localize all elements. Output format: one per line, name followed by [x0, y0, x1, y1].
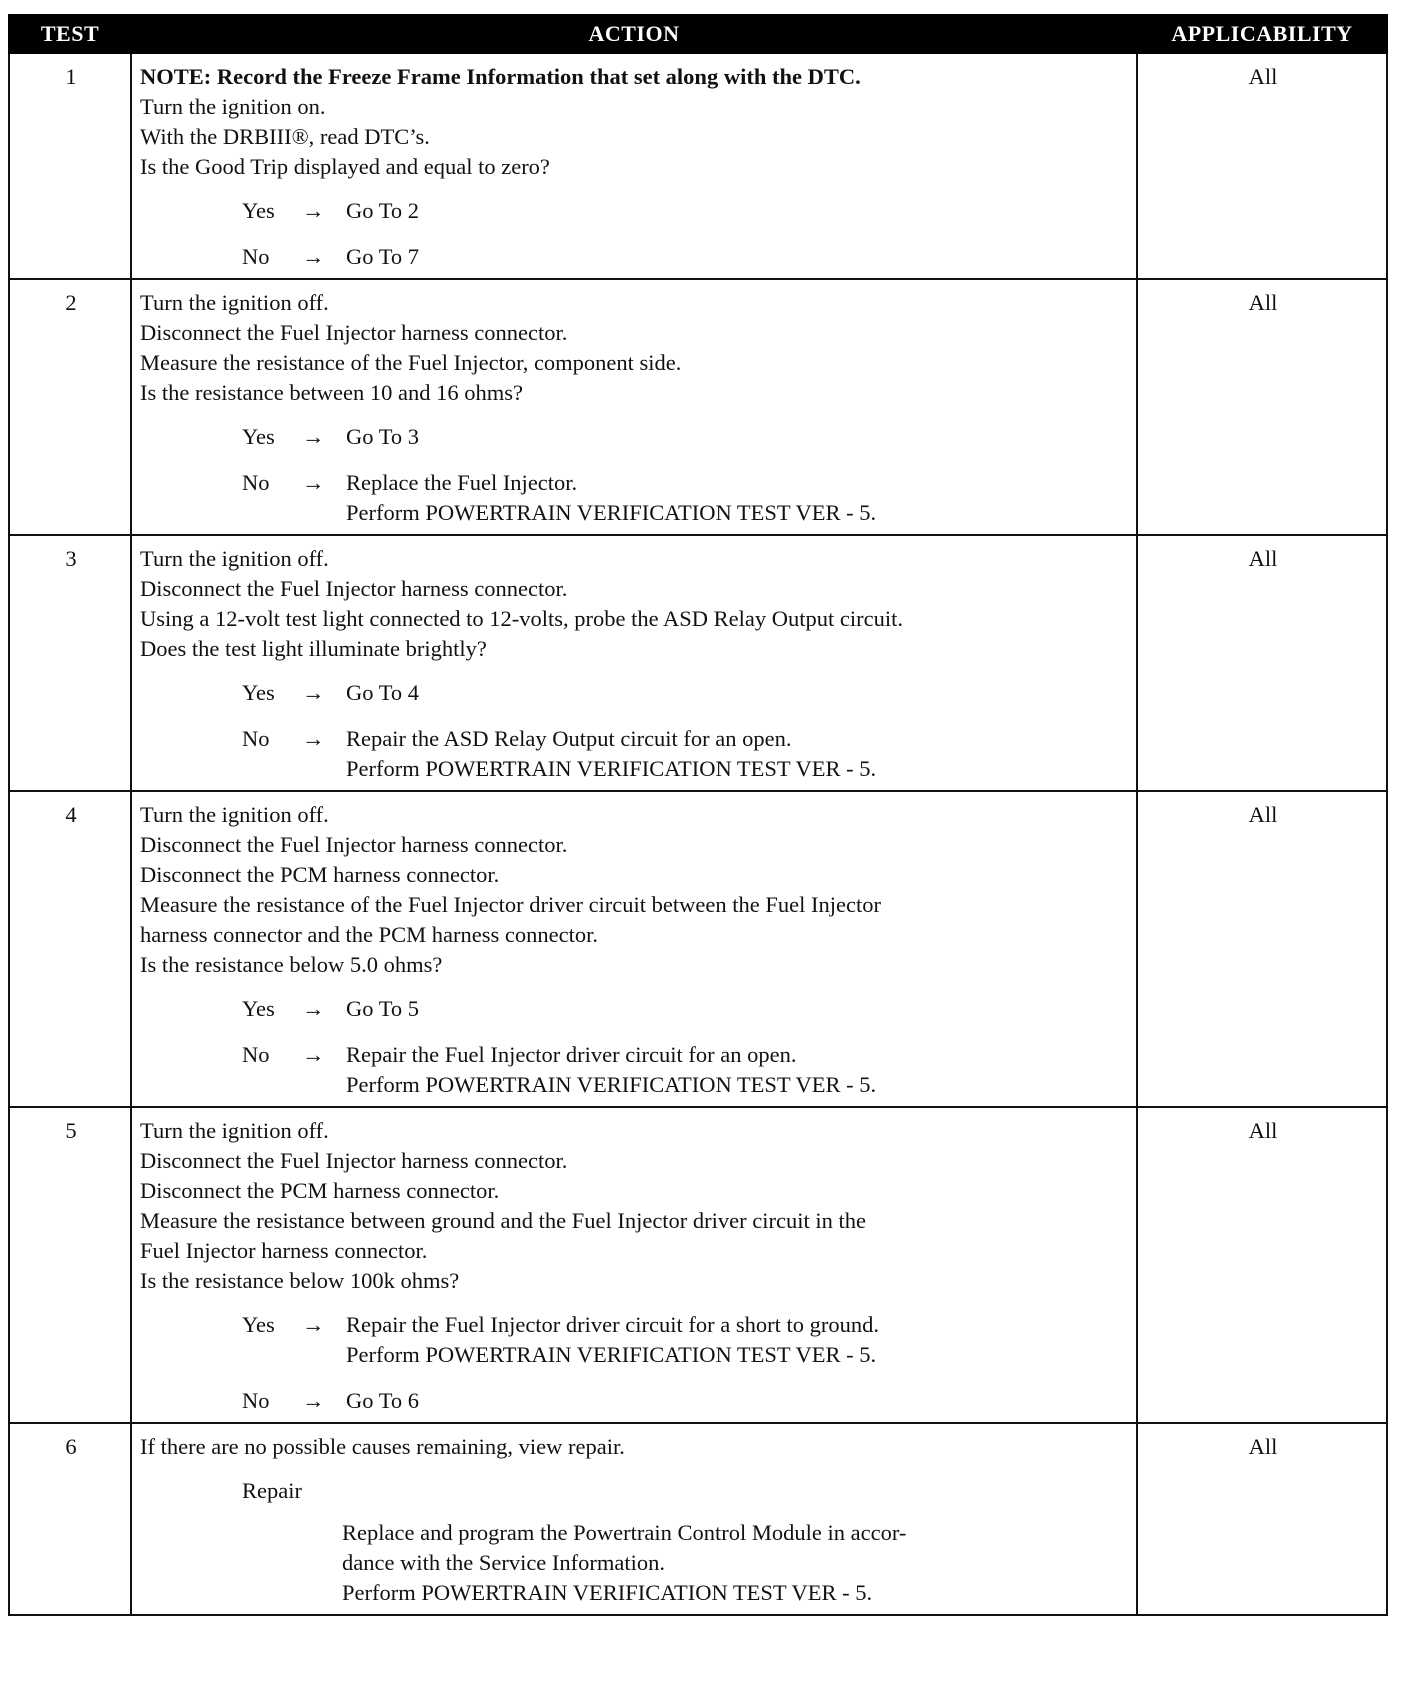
action-cell: [131, 279, 1137, 535]
action-cell: [131, 53, 1137, 279]
table-header-row: [9, 15, 1387, 53]
arrow-icon: →: [302, 996, 325, 1021]
no-result: [346, 468, 1130, 528]
result-line: Go To 5: [346, 996, 420, 1021]
no-option: [242, 1040, 1130, 1100]
arrow-icon: →: [302, 726, 325, 751]
result-line: Perform POWERTRAIN VERIFICATION TEST VER - 5.: [346, 1072, 877, 1097]
no-label: No: [242, 244, 270, 269]
action-line: Turn the ignition off.: [140, 546, 329, 571]
no-label: No: [242, 1388, 270, 1413]
action-line: Is the resistance below 100k ohms?: [140, 1268, 460, 1293]
test-number: 2: [9, 279, 131, 535]
yes-result: [346, 678, 1130, 708]
action-line: Disconnect the Fuel Injector harness connector.: [140, 576, 568, 601]
yes-option: [242, 196, 1130, 226]
yes-label: Yes: [242, 996, 275, 1021]
result-line: Go To 3: [346, 424, 420, 449]
result-line: Perform POWERTRAIN VERIFICATION TEST VER - 5.: [346, 500, 877, 525]
no-option: [242, 242, 1130, 272]
test-number: 3: [9, 535, 131, 791]
yes-result: [346, 422, 1130, 452]
result-line: Go To 6: [346, 1388, 420, 1413]
result-line: Repair the ASD Relay Output circuit for an open.: [346, 726, 792, 751]
test-number: 4: [9, 791, 131, 1107]
arrow-icon: →: [302, 470, 325, 495]
applicability-value: All: [1137, 1423, 1387, 1615]
table-row: [9, 1107, 1387, 1423]
repair-line: Replace and program the Powertrain Control Module in accor-: [342, 1520, 907, 1545]
action-line: If there are no possible causes remaining, view repair.: [140, 1434, 625, 1459]
applicability-value: All: [1137, 791, 1387, 1107]
action-line: Disconnect the PCM harness connector.: [140, 862, 500, 887]
no-option: [242, 468, 1130, 528]
test-number: 5: [9, 1107, 131, 1423]
test-number: 1: [9, 53, 131, 279]
no-result: [346, 242, 1130, 272]
arrow-icon: →: [302, 1312, 325, 1337]
no-label: No: [242, 1042, 270, 1067]
no-label: No: [242, 726, 270, 751]
action-line: Measure the resistance of the Fuel Injector, component side.: [140, 350, 682, 375]
yes-option: [242, 678, 1130, 708]
yes-label: Yes: [242, 198, 275, 223]
action-line: harness connector and the PCM harness connector.: [140, 922, 598, 947]
yes-label: Yes: [242, 1312, 275, 1337]
yes-result: [346, 196, 1130, 226]
table-row: [9, 53, 1387, 279]
action-line: Turn the ignition off.: [140, 1118, 329, 1143]
result-line: Repair the Fuel Injector driver circuit for an open.: [346, 1042, 797, 1067]
no-result: [346, 1386, 1130, 1416]
action-line: Is the resistance below 5.0 ohms?: [140, 952, 443, 977]
repair-section: [242, 1476, 1130, 1608]
action-line: Disconnect the Fuel Injector harness connector.: [140, 1148, 568, 1173]
yes-result: [346, 1310, 1130, 1370]
answer-options: [242, 994, 1130, 1100]
applicability-value: All: [1137, 53, 1387, 279]
test-number: 6: [9, 1423, 131, 1615]
action-line: Measure the resistance of the Fuel Injector driver circuit between the Fuel Injector: [140, 892, 881, 917]
action-line: Turn the ignition off.: [140, 802, 329, 827]
arrow-icon: →: [302, 1388, 325, 1413]
yes-option: [242, 1310, 1130, 1370]
table-row: [9, 1423, 1387, 1615]
action-line: Does the test light illuminate brightly?: [140, 636, 487, 661]
action-line: Disconnect the Fuel Injector harness connector.: [140, 832, 568, 857]
arrow-icon: →: [302, 424, 325, 449]
no-result: [346, 724, 1130, 784]
result-line: Perform POWERTRAIN VERIFICATION TEST VER - 5.: [346, 1342, 877, 1367]
yes-label: Yes: [242, 680, 275, 705]
result-line: Repair the Fuel Injector driver circuit for a short to ground.: [346, 1312, 879, 1337]
table-row: [9, 535, 1387, 791]
action-line: Disconnect the Fuel Injector harness connector.: [140, 320, 568, 345]
no-result: [346, 1040, 1130, 1100]
answer-options: [242, 678, 1130, 784]
action-line: Turn the ignition on.: [140, 94, 326, 119]
yes-result: [346, 994, 1130, 1024]
yes-option: [242, 994, 1130, 1024]
action-line: Disconnect the PCM harness connector.: [140, 1178, 500, 1203]
action-cell: [131, 535, 1137, 791]
action-cell: [131, 1423, 1137, 1615]
yes-option: [242, 422, 1130, 452]
action-cell: [131, 791, 1137, 1107]
no-option: [242, 1386, 1130, 1416]
applicability-value: All: [1137, 535, 1387, 791]
repair-line: Perform POWERTRAIN VERIFICATION TEST VER - 5.: [342, 1580, 873, 1605]
no-label: No: [242, 470, 270, 495]
repair-label: Repair: [242, 1478, 302, 1503]
action-cell: [131, 1107, 1137, 1423]
repair-line: dance with the Service Information.: [342, 1550, 666, 1575]
action-line: Is the Good Trip displayed and equal to zero?: [140, 154, 550, 179]
answer-options: [242, 196, 1130, 272]
result-line: Go To 2: [346, 198, 420, 223]
header-test: TEST: [9, 15, 131, 53]
action-line: With the DRBIII®, read DTC’s.: [140, 124, 430, 149]
table-row: [9, 791, 1387, 1107]
result-line: Go To 4: [346, 680, 420, 705]
yes-label: Yes: [242, 424, 275, 449]
applicability-value: All: [1137, 1107, 1387, 1423]
result-line: Go To 7: [346, 244, 420, 269]
result-line: Replace the Fuel Injector.: [346, 470, 578, 495]
repair-body: [342, 1518, 1130, 1608]
arrow-icon: →: [302, 198, 325, 223]
arrow-icon: →: [302, 1042, 325, 1067]
arrow-icon: →: [302, 244, 325, 269]
action-line: Fuel Injector harness connector.: [140, 1238, 428, 1263]
action-line: Measure the resistance between ground and the Fuel Injector driver circuit in the: [140, 1208, 866, 1233]
no-option: [242, 724, 1130, 784]
header-action: ACTION: [131, 15, 1137, 53]
action-line: Is the resistance between 10 and 16 ohms?: [140, 380, 524, 405]
result-line: Perform POWERTRAIN VERIFICATION TEST VER - 5.: [346, 756, 877, 781]
note-text: NOTE: Record the Freeze Frame Information that set along with the DTC.: [140, 64, 861, 89]
action-line: Using a 12-volt test light connected to 12-volts, probe the ASD Relay Output circuit.: [140, 606, 904, 631]
answer-options: [242, 1310, 1130, 1416]
header-applicability: APPLICABILITY: [1137, 15, 1387, 53]
table-row: [9, 279, 1387, 535]
action-line: Turn the ignition off.: [140, 290, 329, 315]
diagnostic-test-table: [8, 14, 1388, 1616]
answer-options: [242, 422, 1130, 528]
arrow-icon: →: [302, 680, 325, 705]
applicability-value: All: [1137, 279, 1387, 535]
